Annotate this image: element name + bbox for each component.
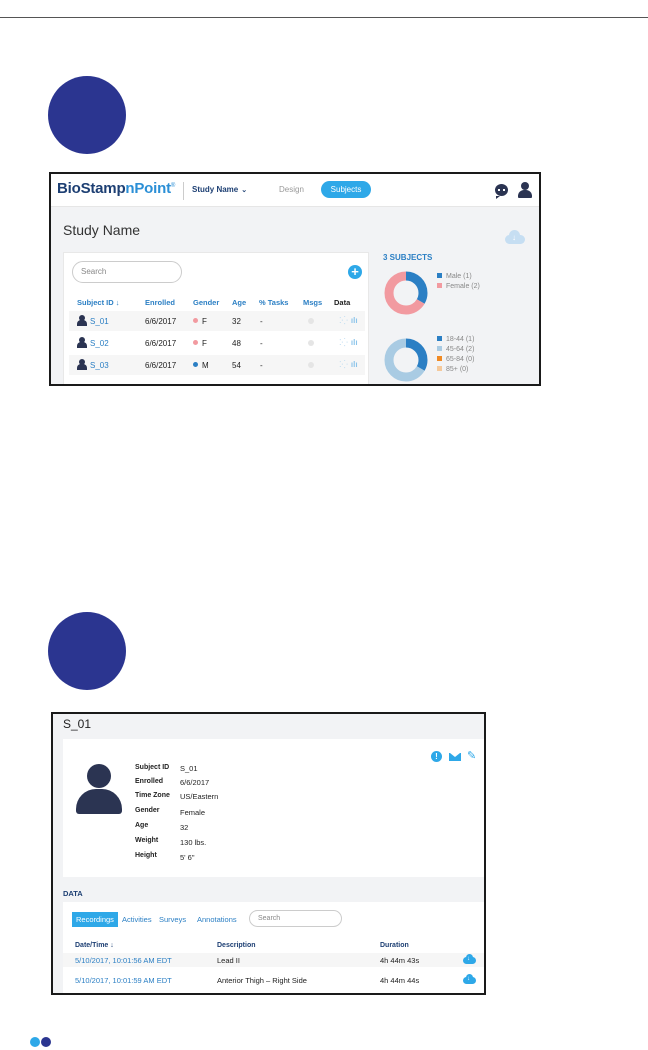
legend-label: Female (2) (446, 283, 480, 290)
recording-duration: 4h 44m 44s (380, 976, 420, 985)
age-value: 48 (232, 339, 241, 348)
recording-description: Lead II (217, 956, 240, 965)
cloud-download-icon[interactable]: ↓ (505, 230, 525, 244)
study-selector-label: Study Name (192, 185, 239, 194)
field-value-time-zone: US/Eastern (180, 792, 219, 801)
table-row[interactable] (63, 953, 486, 967)
data-section-title: DATA (63, 889, 83, 898)
recording-datetime-link[interactable]: 5/10/2017, 10:01:56 AM EDT (75, 956, 172, 965)
column-header-subject-id[interactable]: Subject ID ↓ (77, 298, 120, 307)
step-circle-1 (48, 76, 126, 154)
subject-screenshot (51, 712, 486, 995)
legend-item-65-84 (437, 355, 474, 365)
add-subject-button[interactable]: + (348, 265, 362, 279)
data-chart-icon[interactable]: ⁚⁛ ılı (339, 316, 358, 325)
field-label-subject-id: Subject ID (135, 764, 170, 771)
tab-recordings[interactable]: Recordings (72, 912, 118, 927)
field-label-time-zone: Time Zone (135, 792, 170, 799)
gender-value: F (202, 339, 207, 348)
study-selector[interactable] (192, 185, 247, 194)
recording-datetime-link[interactable]: 5/10/2017, 10:01:59 AM EDT (75, 976, 172, 985)
field-value-subject-id: S_01 (180, 764, 198, 773)
legend-swatch (437, 366, 442, 371)
chevron-down-icon: ⌄ (241, 187, 248, 194)
legend-label: 85+ (0) (446, 366, 469, 373)
field-label-gender: Gender (135, 807, 160, 814)
avatar (76, 764, 122, 814)
gender-dot (193, 318, 198, 323)
column-header-gender[interactable]: Gender (193, 298, 220, 307)
study-screenshot (49, 172, 541, 386)
user-icon[interactable] (518, 182, 532, 198)
recordings-search-input[interactable]: Search (249, 910, 342, 927)
logo-mark: ® (170, 183, 176, 189)
recording-description: Anterior Thigh – Right Side (217, 976, 307, 985)
legend-swatch (437, 346, 442, 351)
alert-icon[interactable]: ! (431, 751, 442, 762)
top-rule (0, 17, 648, 18)
recording-duration: 4h 44m 43s (380, 956, 420, 965)
data-panel (63, 902, 486, 995)
column-header-msgs[interactable]: Msgs (303, 298, 323, 307)
field-value-enrolled: 6/6/2017 (180, 778, 210, 787)
table-row[interactable] (69, 311, 365, 331)
step-circle-2 (48, 612, 126, 690)
cloud-download-icon[interactable]: ↓ (463, 974, 476, 984)
gender-value: F (202, 317, 207, 326)
tab-design[interactable]: Design (279, 185, 304, 194)
subjects-panel (63, 252, 369, 386)
field-value-age: 32 (180, 823, 189, 832)
page-dot (41, 1037, 51, 1047)
legend-swatch (437, 283, 442, 288)
cloud-download-icon[interactable]: ↓ (463, 954, 476, 964)
data-chart-icon[interactable]: ⁚⁛ ılı (339, 360, 358, 369)
legend-label: Male (1) (446, 273, 472, 280)
legend-item-85-plus (437, 365, 474, 375)
subject-id-link[interactable]: S_03 (90, 361, 109, 370)
field-label-age: Age (135, 822, 149, 829)
column-header-enrolled[interactable]: Enrolled (145, 298, 176, 307)
subjects-count: 3 SUBJECTS (383, 253, 433, 262)
page-dot (30, 1037, 40, 1047)
tasks-value: - (260, 361, 263, 370)
subject-profile-card (63, 739, 486, 877)
table-row[interactable] (69, 333, 365, 353)
age-donut-chart (384, 338, 428, 382)
gender-cell (193, 339, 207, 348)
edit-pencil-icon[interactable]: ✎ (467, 750, 477, 762)
tasks-value: - (260, 339, 263, 348)
age-value: 54 (232, 361, 241, 370)
tab-activities[interactable]: Activities (122, 915, 152, 924)
page-title: Study Name (63, 222, 141, 238)
table-row[interactable] (63, 973, 486, 987)
column-header-datetime[interactable]: Date/Time ↓ (75, 942, 114, 949)
field-label-height: Height (135, 852, 157, 859)
legend-label: 18-44 (1) (446, 336, 475, 343)
enrolled-date: 6/6/2017 (145, 317, 177, 326)
age-legend (437, 335, 474, 375)
legend-swatch (437, 273, 442, 278)
message-dot (308, 318, 314, 324)
legend-label: 65-84 (0) (446, 356, 475, 363)
tab-subjects[interactable]: Subjects (321, 181, 371, 198)
legend-item-male (437, 272, 480, 282)
logo-sub: nPoint (125, 180, 171, 197)
gender-value: M (202, 361, 209, 370)
legend-swatch (437, 336, 442, 341)
gender-cell (193, 361, 209, 370)
chat-icon[interactable] (495, 184, 508, 196)
legend-item-45-64 (437, 345, 474, 355)
column-header-tasks[interactable]: % Tasks (259, 298, 289, 307)
subject-id-link[interactable]: S_02 (90, 339, 109, 348)
legend-item-female (437, 282, 480, 292)
app-logo[interactable] (57, 180, 175, 197)
mail-icon[interactable] (449, 753, 461, 761)
column-header-age[interactable]: Age (232, 298, 247, 307)
gender-dot (193, 340, 198, 345)
tasks-value: - (260, 317, 263, 326)
nav-separator (183, 182, 184, 200)
enrolled-date: 6/6/2017 (145, 361, 177, 370)
tab-annotations[interactable]: Annotations (197, 915, 237, 924)
gender-legend (437, 272, 480, 292)
column-header-description[interactable]: Description (217, 942, 256, 949)
person-icon (77, 337, 87, 348)
search-input[interactable]: Search (72, 261, 182, 283)
enrolled-date: 6/6/2017 (145, 339, 177, 348)
legend-item-18-44 (437, 335, 474, 345)
legend-swatch (437, 356, 442, 361)
gender-cell (193, 317, 207, 326)
top-navbar (51, 174, 539, 207)
field-value-gender: Female (180, 808, 206, 817)
legend-label: 45-64 (2) (446, 346, 475, 353)
field-value-weight: 130 lbs. (180, 838, 207, 847)
column-header-duration[interactable]: Duration (380, 942, 409, 949)
field-label-enrolled: Enrolled (135, 778, 164, 785)
field-label-weight: Weight (135, 837, 159, 844)
gender-dot (193, 362, 198, 367)
logo-main: BioStamp (57, 180, 126, 197)
gender-donut-chart (384, 271, 428, 315)
age-value: 32 (232, 317, 241, 326)
person-icon (77, 315, 87, 326)
person-icon (77, 359, 87, 370)
message-dot (308, 340, 314, 346)
table-row[interactable] (69, 355, 365, 375)
field-value-height: 5' 6" (180, 853, 195, 862)
message-dot (308, 362, 314, 368)
data-chart-icon[interactable]: ⁚⁛ ılı (339, 338, 358, 347)
column-header-data: Data (334, 298, 351, 307)
subject-id-link[interactable]: S_01 (90, 317, 109, 326)
page-title: S_01 (63, 717, 92, 731)
tab-surveys[interactable]: Surveys (159, 915, 187, 924)
